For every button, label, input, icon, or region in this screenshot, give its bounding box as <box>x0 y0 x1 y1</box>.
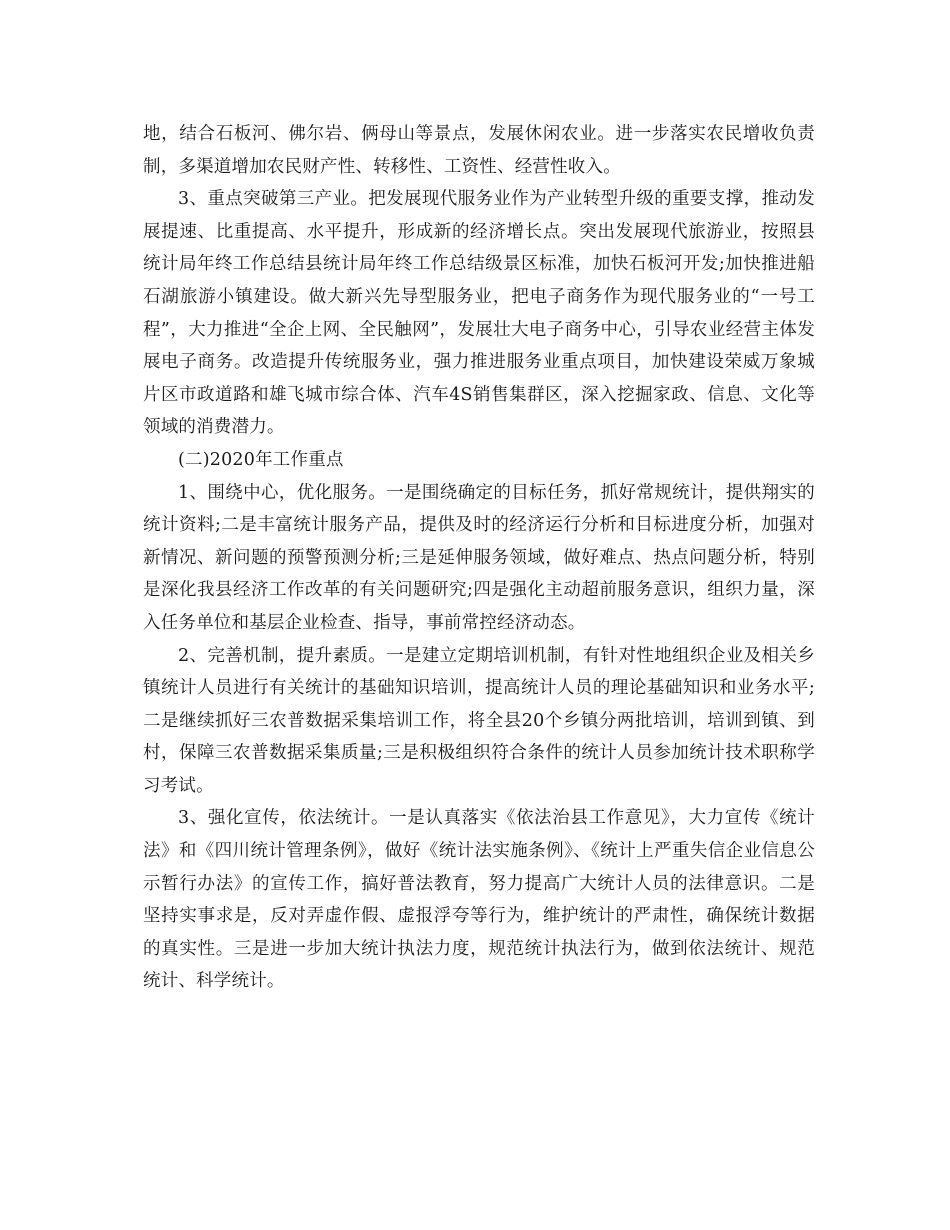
paragraph-tertiary-industry: 3、重点突破第三产业。把发展现代服务业作为产业转型升级的重要支撑，推动发展提速、比重提高、水平提升，形成新的经济增长点。突出发展现代旅游业，按照县统计局年终工作总结县统计局年终工作总结级景区标准，加快石板河开发;加快推进船石湖旅游小镇建设。做大新兴先导型服务业，把电子商务作为现代服务业的“一号工程”，大力推进“全企上网、全民触网”，发展壮大电子商务中心，引导农业经营主体发展电子商务。改造提升传统服务业，强力推进服务业重点项目，加快建设荣威万象城片区市政道路和雄飞城市综合体、汽车4S销售集群区，深入挖掘家政、信息、文化等领域的消费潜力。 <box>143 189 815 438</box>
document-body <box>143 118 815 998</box>
section-heading-2020-focus: (二)2020年工作重点 <box>178 449 344 470</box>
paragraph-optimize-service: 1、围绕中心，优化服务。一是围绕确定的目标任务，抓好常规统计，提供翔实的统计资料;二是丰富统计服务产品，提供及时的经济运行分析和目标进度分析，加强对新情况、新问题的预警预测分析;三是延伸服务领域，做好难点、热点问题分析，特别是深化我县经济工作改革的有关问题研究;四是强化主动超前服务意识，组织力量，深入任务单位和基层企业检查、指导，事前常控经济动态。 <box>143 482 815 633</box>
paragraph-improve-mechanism: 2、完善机制，提升素质。一是建立定期培训机制，有针对性地组织企业及相关乡镇统计人员进行有关统计的基础知识培训，提高统计人员的理论基础知识和业务水平;二是继续抓好三农普数据采集培训工作，将全县20个乡镇分两批培训，培训到镇、到村，保障三农普数据采集质量;三是积极组织符合条件的统计人员参加统计技术职称学习考试。 <box>143 645 815 796</box>
paragraph-continuation: 地，结合石板河、佛尔岩、俩母山等景点，发展休闲农业。进一步落实农民增收负责制，多渠道增加农民财产性、转移性、工资性、经营性收入。 <box>143 124 815 177</box>
paragraph-legal-statistics: 3、强化宣传，依法统计。一是认真落实《依法治县工作意见》，大力宣传《统计法》和《四川统计管理条例》，做好《统计法实施条例》、《统计上严重失信企业信息公示暂行办法》的宣传工作，搞好普法教育，努力提高广大统计人员的法律意识。二是坚持实事求是，反对弄虚作假、虚报浮夸等行为，维护统计的严肃性，确保统计数据的真实性。三是进一步加大统计执法力度，规范统计执法行为，做到依法统计、规范统计、科学统计。 <box>143 808 815 992</box>
